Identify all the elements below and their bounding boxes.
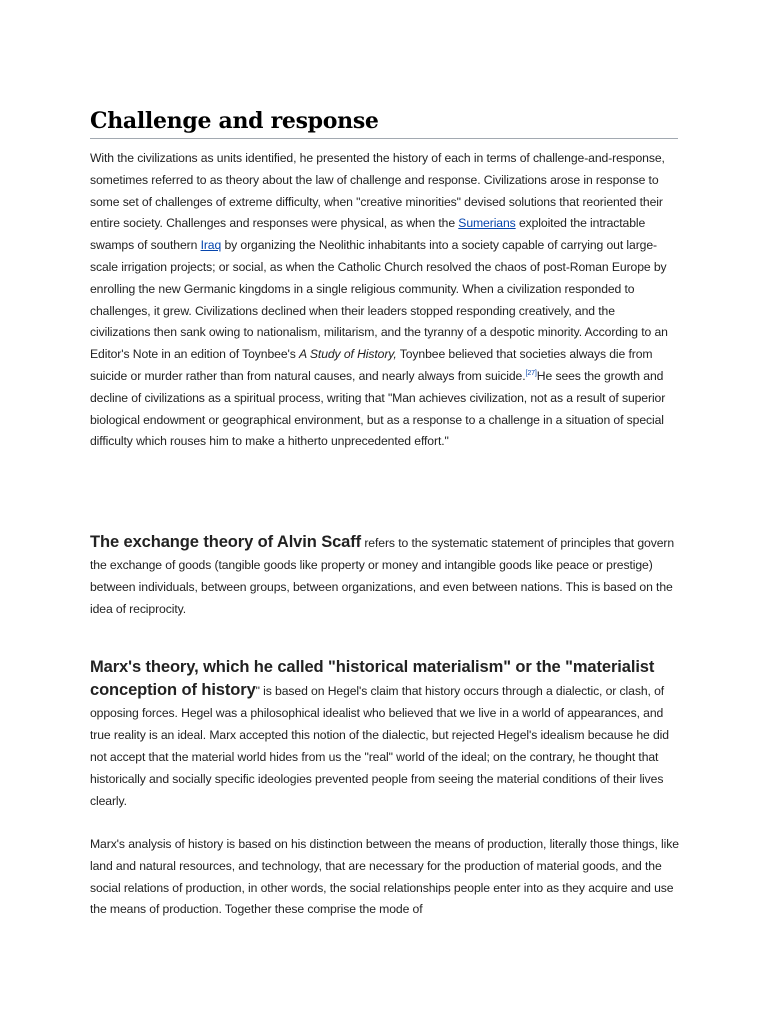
challenge-response-paragraph: [90, 148, 675, 453]
citation-link-27[interactable]: [27]: [525, 369, 537, 377]
p2-text: refers to the systematic statement of principles that govern the exchange of goods (tangible goods like property or money and intangible goods like peace or prestige) between individuals, between groups, between organizations, and even between nations. This is based on the idea of reciprocity.: [90, 536, 675, 616]
iraq-link[interactable]: Iraq: [200, 238, 222, 253]
marx-theory-paragraph: [90, 656, 680, 812]
exchange-theory-paragraph: [90, 531, 680, 620]
p1-text-1: With the civilizations as units identified, he presented the history of each in terms of challenge-and-response, sometimes referred to as theory about the law of challenge and response. Civilizations arose in response to some set of challenges of extreme difficulty, when "creative minorities" devised solutions that reoriented their entire society. Challenges and responses were physical, as when the: [90, 151, 665, 231]
p1-text-5: He sees the growth and decline of civilizations as a spiritual process, writing that "Man achieves civilization, not as a result of superior biological endowment or geographical environment, but as a response to a challenge in a situation of special difficulty which rouses him to make a hitherto unprecedented effort.": [90, 368, 666, 449]
p3-text: " is based on Hegel's claim that history occurs through a dialectic, or clash, of opposing forces. Hegel was a philosophical idealist who believed that we live in a world of appearances, and true reality is an ideal. Marx accepted this notion of the dialectic, but rejected Hegel's idealism because he did not accept that the material world hides from us the "real" world of the ideal; on the contrary, he thought that historically and socially specific ideologies prevented people from seeing the material conditions of their lives clearly.: [90, 684, 669, 808]
p1-text-2: exploited the intractable swamps of southern: [90, 216, 646, 253]
exchange-theory-lead: The exchange theory of Alvin Scaff: [90, 533, 362, 551]
section-heading: Challenge and response: [90, 106, 678, 139]
marx-analysis-paragraph: Marx's analysis of history is based on his distinction between the means of production, literally those things, like land and natural resources, and technology, that are necessary for the production of material goods, and the social relations of production, in other words, the social relationships people enter into as they acquire and use the means of production. Together these comprise the mode of: [90, 837, 679, 917]
marx-theory-lead: Marx's theory, which he called "historical materialism" or the "materialist conception of history: [90, 658, 655, 699]
p1-text-4: Toynbee believed that societies always die from suicide or murder rather than from natural causes, and nearly always from suicide.: [90, 347, 653, 383]
p1-text-3: by organizing the Neolithic inhabitants into a society capable of carrying out large-scale irrigation projects; or social, as when the Catholic Church resolved the chaos of post-Roman Europe by enrolling the new Germanic kingdoms in a single religious community. When a civilization responded to challenges, it grew. Civilizations declined when their leaders stopped responding creatively, and the civilizations then sank owing to nationalism, militarism, and the tyranny of a despotic minority. According to an Editor's Note in an edition of Toynbee's: [90, 238, 668, 362]
sumerians-link[interactable]: Sumerians: [458, 216, 516, 231]
book-title-italic: A Study of History,: [299, 347, 397, 362]
